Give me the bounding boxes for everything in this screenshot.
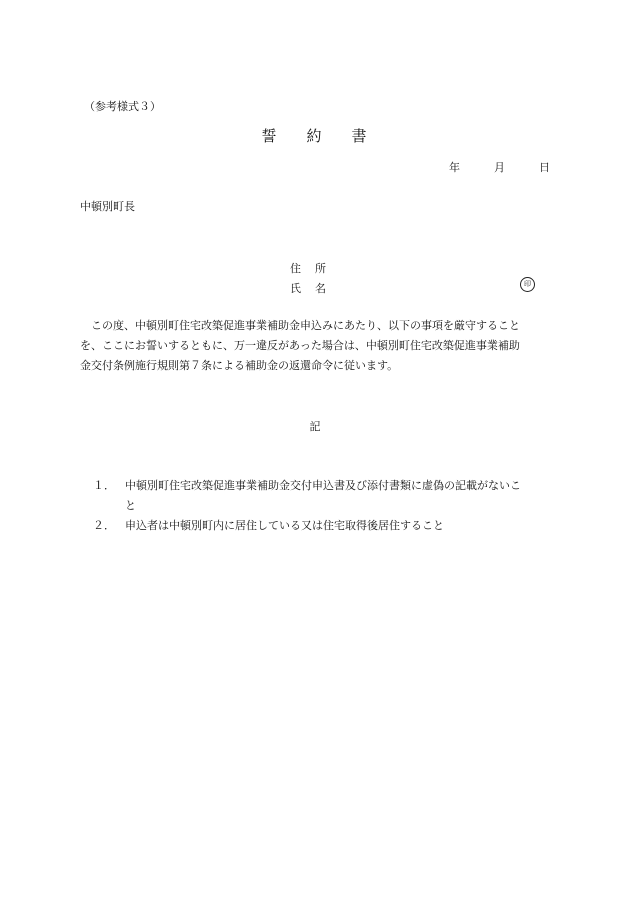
item-text: 中頓別町住宅改築促進事業補助金交付申込書及び添付書類に虚偽の記載がないこ [125, 479, 521, 492]
item-number: ２． [93, 519, 115, 532]
date-month-label: 月 [494, 161, 505, 174]
item-number: １． [93, 479, 115, 492]
ki-heading: 記 [309, 420, 321, 433]
address-label-char: 住 [290, 262, 301, 275]
title-char: 書 [351, 127, 369, 145]
title-char: 約 [306, 127, 324, 145]
pledge-line: 金交付条例施行規則第７条による補助金の返還命令に従います。 [80, 359, 399, 372]
date-year-label: 年 [449, 161, 460, 174]
name-label [290, 280, 326, 296]
form-label: （参考様式３） [84, 100, 161, 113]
address-label-char: 所 [315, 262, 326, 275]
item-text: 申込者は中頓別町内に居住している又は住宅取得後居住すること [125, 519, 444, 532]
date-line [449, 159, 550, 175]
pledge-line: を、ここにお誓いするともに、万一違反があった場合は、中頓別町住宅改築促進事業補助 [80, 339, 520, 352]
name-label-char: 名 [315, 282, 326, 295]
pledge-line: この度、中頓別町住宅改築促進事業補助金申込みにあたり、以下の事項を厳守すること [80, 319, 520, 332]
document-title [0, 125, 630, 146]
title-char: 誓 [261, 127, 279, 145]
date-day-label: 日 [539, 161, 550, 174]
pledge-paragraph [80, 316, 555, 376]
name-label-char: 氏 [290, 282, 301, 295]
seal-mark: 印 [520, 277, 535, 292]
recipient: 中頓別町長 [80, 200, 135, 213]
address-label [290, 260, 326, 276]
item-text-continuation: と [125, 499, 136, 512]
